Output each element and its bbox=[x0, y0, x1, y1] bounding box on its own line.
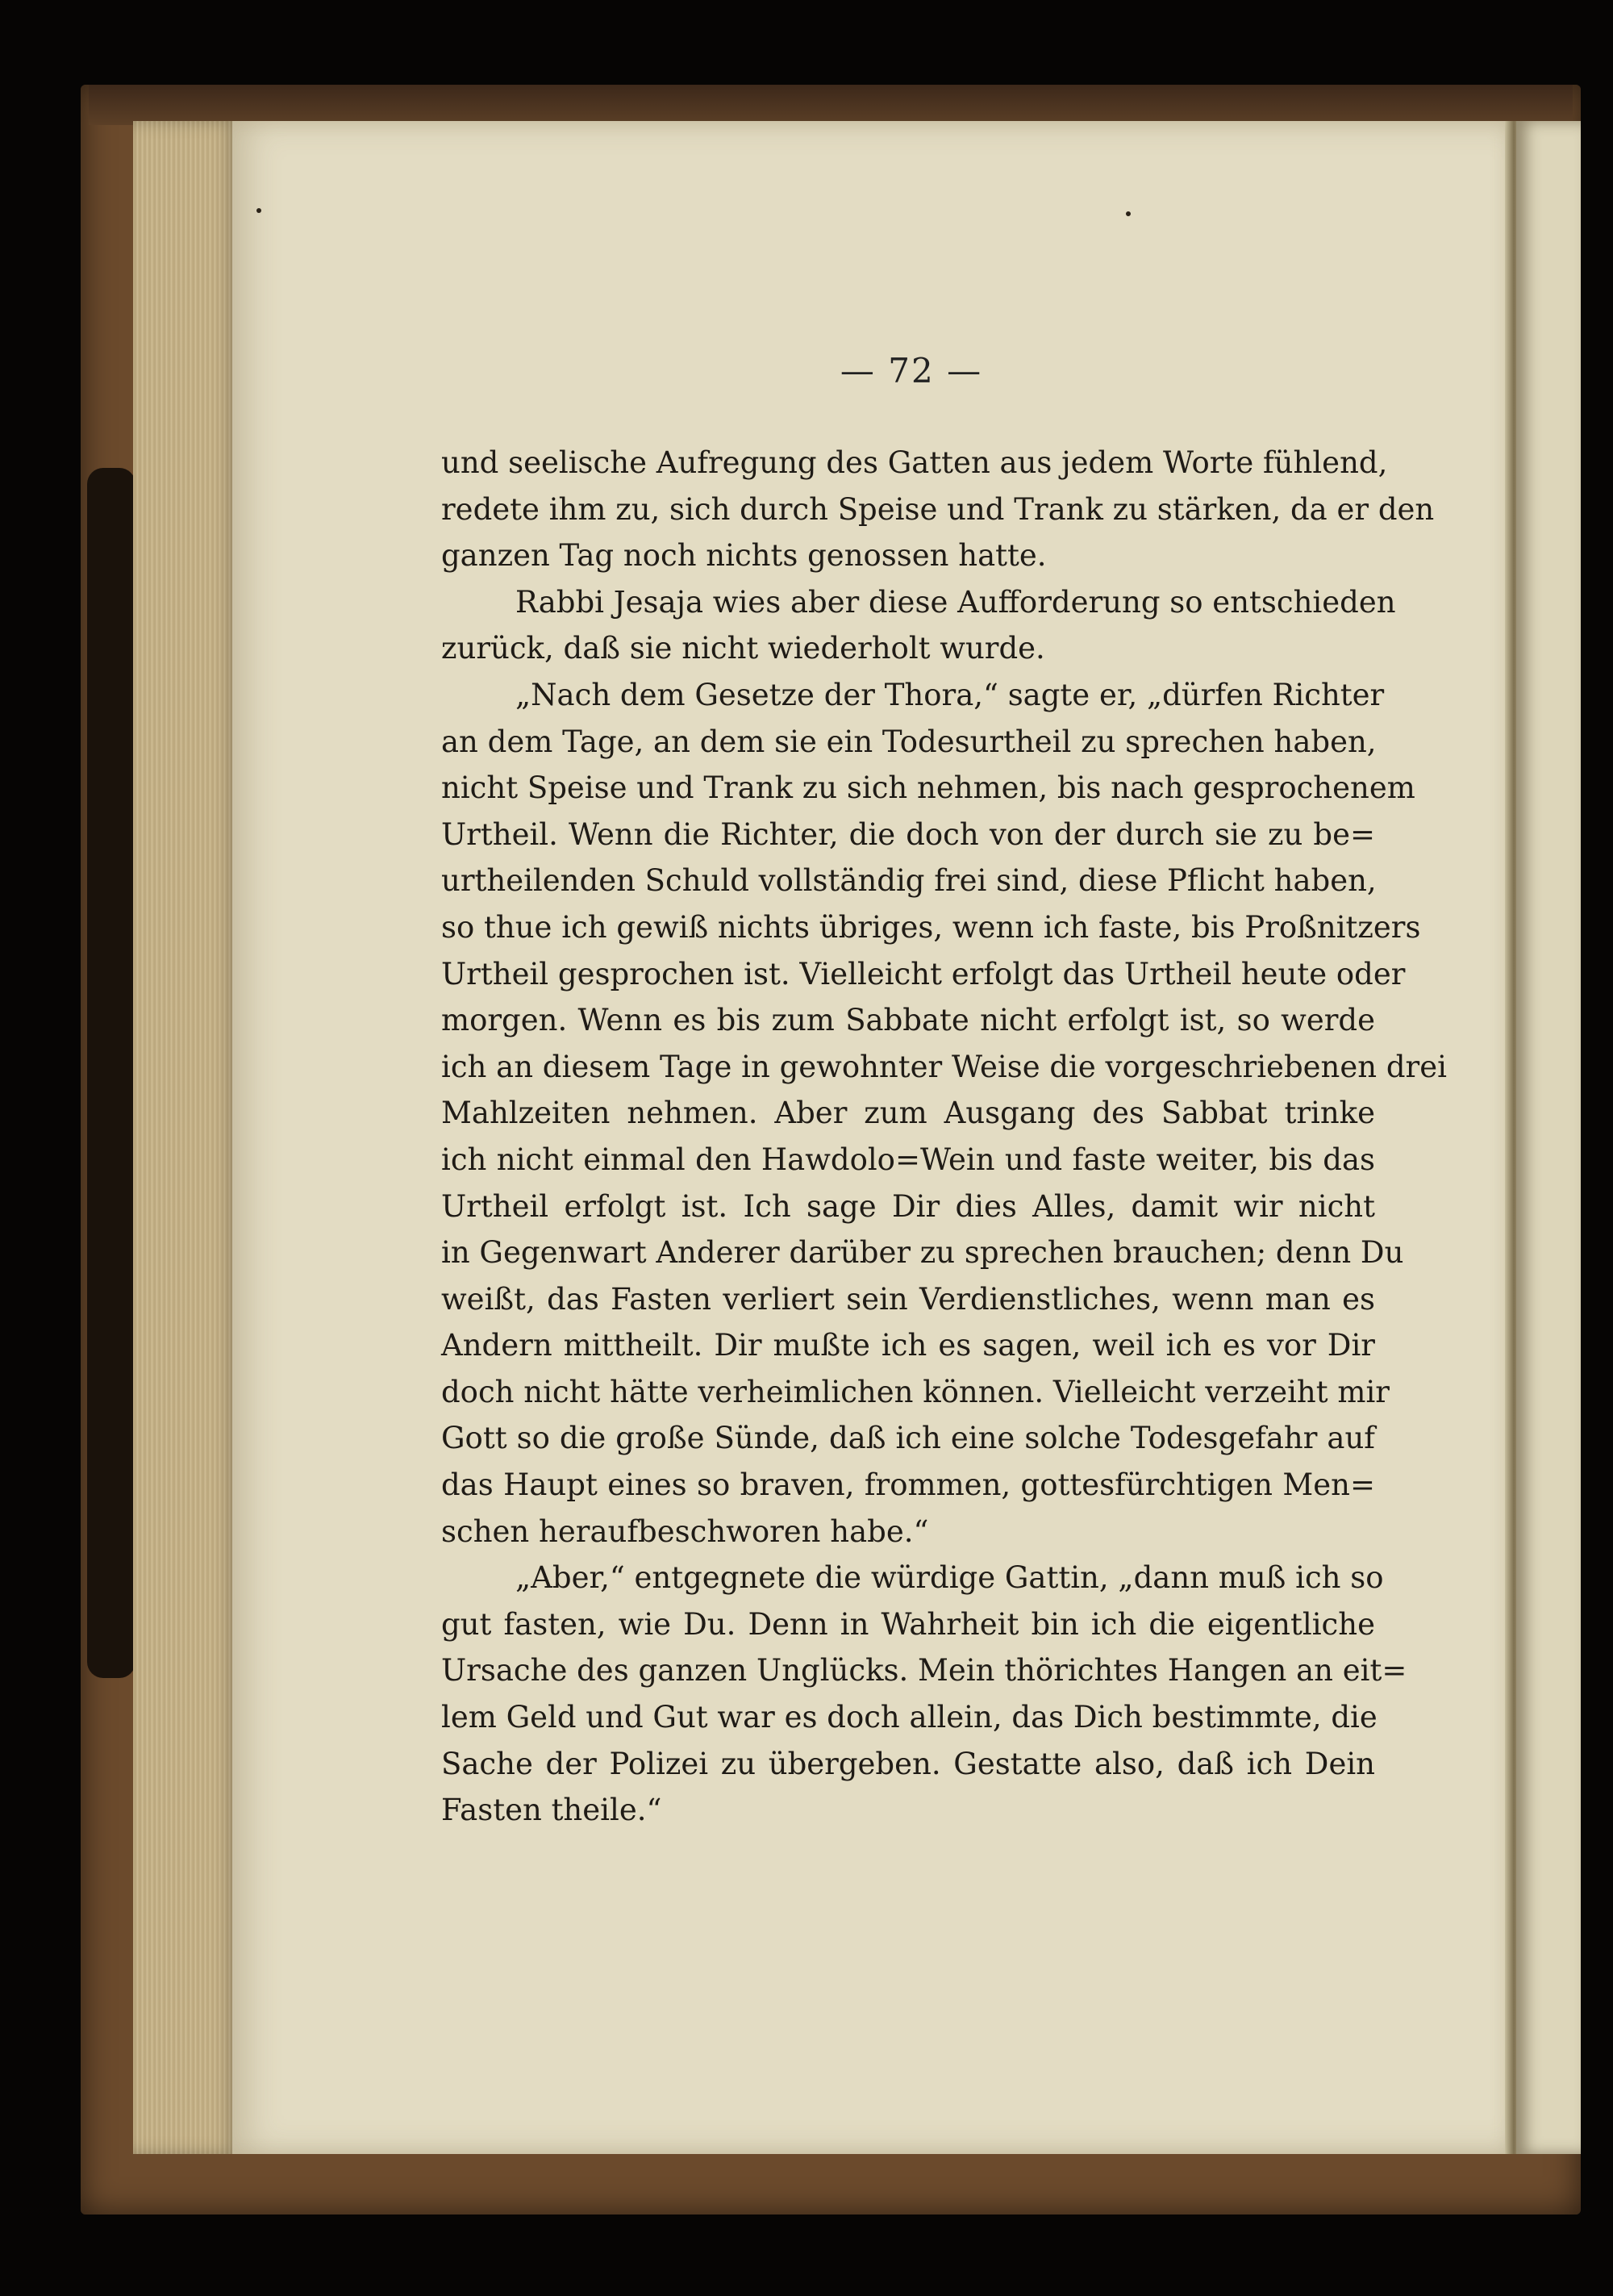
page-fore-edge bbox=[133, 121, 238, 2154]
text-line: und seelische Aufregung des Gatten aus jedem Worte fühlend, bbox=[441, 445, 1388, 480]
text-line: Urtheil gesprochen ist. Vielleicht erfolgt das Urtheil heute oder bbox=[441, 956, 1406, 991]
text-line: weißt, das Fasten verliert sein Verdienstliches, wenn man es bbox=[441, 1281, 1375, 1317]
page-number: — 72 — bbox=[840, 351, 983, 390]
text-line: „Aber,“ entgegnete die würdige Gattin, „dann muß ich so bbox=[515, 1560, 1384, 1596]
text-line: Fasten theile.“ bbox=[441, 1793, 662, 1828]
text-line: redete ihm zu, sich durch Speise und Trank zu stärken, da er den bbox=[441, 491, 1435, 527]
body-text bbox=[441, 440, 1447, 1834]
text-line: in Gegenwart Anderer darüber zu sprechen brauchen; denn Du bbox=[441, 1235, 1404, 1271]
cover-top-edge bbox=[89, 85, 1573, 125]
text-line: ich an diesem Tage in gewohnter Weise die vorgeschriebenen drei bbox=[441, 1049, 1447, 1084]
text-line: so thue ich gewiß nichts übriges, wenn ich faste, bis Proßnitzers bbox=[441, 909, 1421, 945]
text-line: ganzen Tag noch nichts genossen hatte. bbox=[441, 538, 1047, 574]
text-line: urtheilenden Schuld vollständig frei sind, diese Pflicht haben, bbox=[441, 863, 1377, 899]
text-line: morgen. Wenn es bis zum Sabbate nicht erfolgt ist, so werde bbox=[441, 1003, 1375, 1038]
text-line: Mahlzeiten nehmen. Aber zum Ausgang des Sabbat trinke bbox=[441, 1096, 1375, 1131]
text-line: Ursache des ganzen Unglücks. Mein thörichtes Hangen an eit= bbox=[441, 1653, 1407, 1689]
text-line: Andern mittheilt. Dir mußte ich es sagen, weil ich es vor Dir bbox=[441, 1328, 1375, 1363]
text-line: „Nach dem Gesetze der Thora,“ sagte er, „dürfen Richter bbox=[515, 677, 1385, 712]
page-speck bbox=[256, 208, 261, 213]
facing-page bbox=[1516, 121, 1581, 2154]
page-speck bbox=[1126, 211, 1131, 216]
text-line: gut fasten, wie Du. Denn in Wahrheit bin ich die eigentliche bbox=[441, 1606, 1375, 1642]
text-line: Urtheil erfolgt ist. Ich sage Dir dies Alles, damit wir nicht bbox=[441, 1188, 1375, 1224]
text-line: das Haupt eines so braven, frommen, gottesfürchtigen Men= bbox=[441, 1467, 1375, 1503]
text-line: Rabbi Jesaja wies aber diese Aufforderung so entschieden bbox=[515, 584, 1396, 620]
cover-damage bbox=[87, 468, 135, 1678]
text-line: doch nicht hätte verheimlichen können. Vielleicht verzeiht mir bbox=[441, 1374, 1390, 1409]
text-line: schen heraufbeschworen habe.“ bbox=[441, 1513, 929, 1549]
text-line: Gott so die große Sünde, daß ich eine solche Todesgefahr auf bbox=[441, 1421, 1375, 1456]
text-line: an dem Tage, an dem sie ein Todesurtheil zu sprechen haben, bbox=[441, 724, 1377, 759]
text-line: Sache der Polizei zu übergeben. Gestatte also, daß ich Dein bbox=[441, 1746, 1375, 1781]
text-line: ich nicht einmal den Hawdolo=Wein und faste weiter, bis das bbox=[441, 1142, 1375, 1177]
text-line: zurück, daß sie nicht wiederholt wurde. bbox=[441, 631, 1045, 666]
text-line: nicht Speise und Trank zu sich nehmen, bis nach gesprochenem bbox=[441, 770, 1415, 806]
text-line: Urtheil. Wenn die Richter, die doch von der durch sie zu be= bbox=[441, 816, 1375, 852]
text-line: lem Geld und Gut war es doch allein, das Dich bestimmte, die bbox=[441, 1700, 1378, 1735]
